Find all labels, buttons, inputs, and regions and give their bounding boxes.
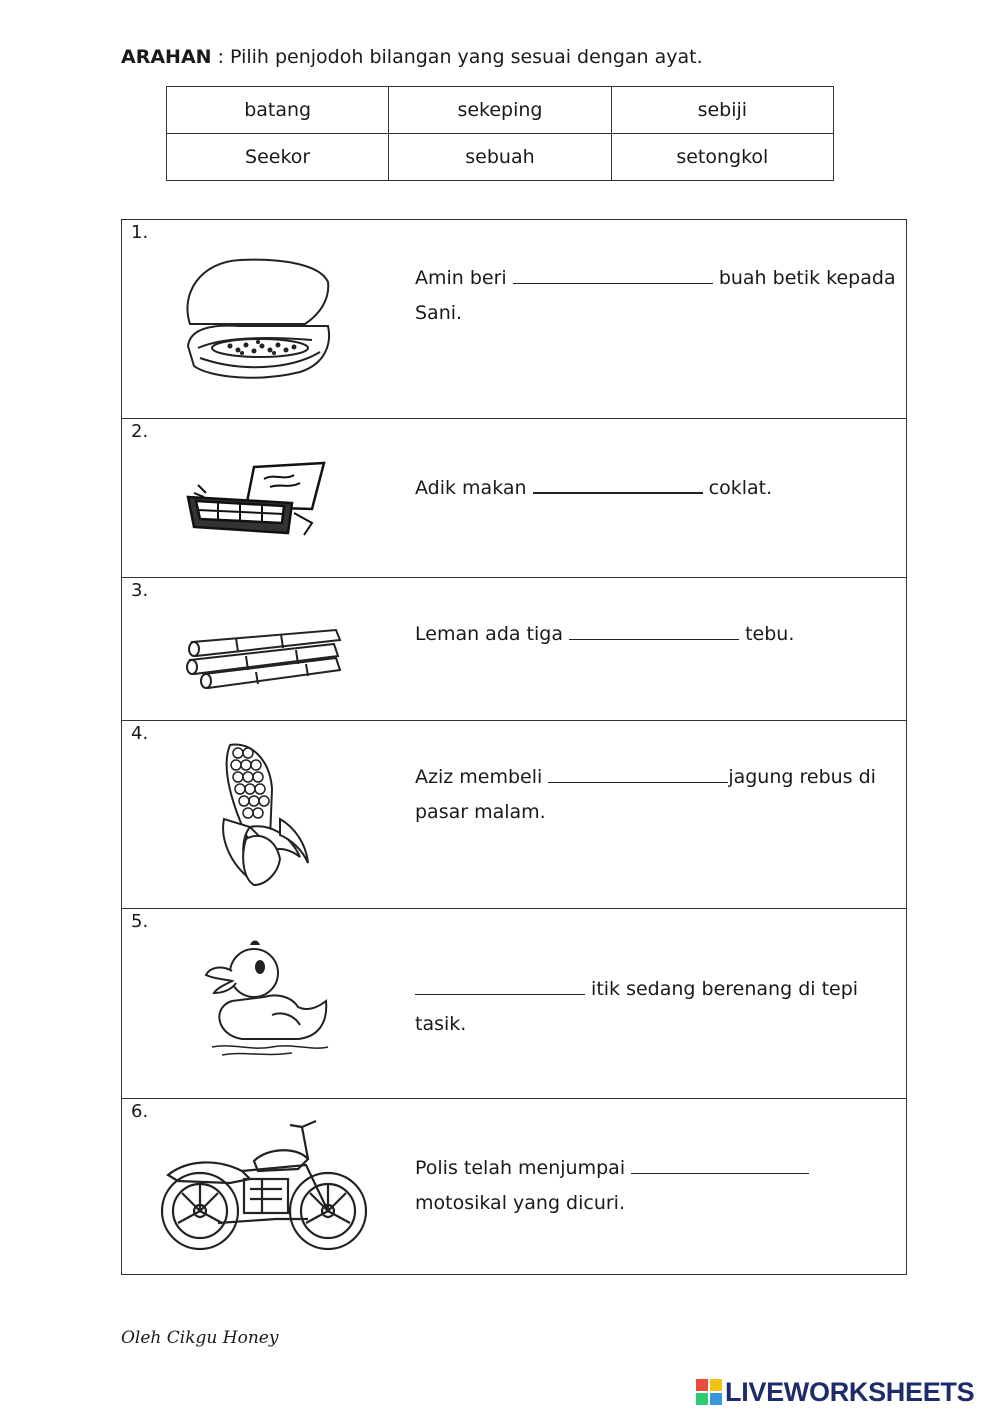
question-sentence [415, 471, 905, 506]
sugarcane-icon [186, 622, 346, 692]
instruction [121, 46, 703, 68]
question-number: 5. [131, 911, 149, 932]
sentence-after: buah betik kepada Sani. [415, 267, 896, 324]
sentence-before: Adik makan [415, 477, 527, 499]
instruction-text: : Pilih penjodoh bilangan yang sesuai dengan ayat. [211, 46, 703, 68]
corn-icon [210, 739, 320, 887]
motorcycle-icon [158, 1119, 370, 1257]
word-option[interactable]: sekeping [389, 87, 611, 134]
answer-blank[interactable] [513, 266, 713, 284]
question-table [121, 219, 907, 1275]
answer-blank[interactable] [548, 765, 728, 783]
question-row [122, 721, 906, 909]
answer-blank[interactable] [415, 977, 585, 995]
chocolate-bar-icon [184, 457, 330, 545]
question-sentence [415, 760, 905, 830]
answer-blank[interactable] [533, 476, 703, 494]
question-sentence [415, 1151, 905, 1221]
liveworksheets-brand [696, 1377, 974, 1408]
question-sentence [415, 261, 905, 331]
question-number: 3. [131, 580, 149, 601]
instruction-label: ARAHAN [121, 46, 212, 68]
brand-name: LIVEWORKSHEETS [725, 1377, 975, 1407]
question-sentence [415, 972, 905, 1042]
papaya-icon [180, 254, 332, 384]
question-number: 4. [131, 723, 149, 744]
word-option[interactable]: Seekor [167, 134, 389, 181]
sentence-after: itik sedang berenang di tepi tasik. [415, 978, 859, 1035]
sentence-before: Aziz membeli [415, 766, 543, 788]
duck-icon [202, 935, 332, 1057]
answer-blank[interactable] [631, 1156, 809, 1174]
word-bank-row [167, 87, 834, 134]
sentence-before: Leman ada tiga [415, 623, 563, 645]
sentence-after: tebu. [745, 623, 795, 645]
sentence-after: motosikal yang dicuri. [415, 1192, 626, 1214]
word-option[interactable]: sebiji [611, 87, 833, 134]
question-number: 1. [131, 222, 149, 243]
question-row [122, 578, 906, 721]
author-credit: Oleh Cikgu Honey [121, 1328, 279, 1348]
word-option[interactable]: setongkol [611, 134, 833, 181]
word-option[interactable]: batang [167, 87, 389, 134]
sentence-after: jagung rebus di pasar malam. [415, 766, 876, 823]
question-sentence [415, 617, 905, 652]
sentence-after: coklat. [708, 477, 773, 499]
answer-blank[interactable] [569, 622, 739, 640]
question-number: 2. [131, 421, 149, 442]
liveworksheets-logo-icon [696, 1379, 723, 1406]
word-bank-row [167, 134, 834, 181]
question-row [122, 419, 906, 578]
sentence-before: Polis telah menjumpai [415, 1157, 626, 1179]
question-row [122, 909, 906, 1099]
question-number: 6. [131, 1101, 149, 1122]
question-row [122, 1099, 906, 1274]
word-option[interactable]: sebuah [389, 134, 611, 181]
question-row [122, 220, 906, 419]
word-bank-table [166, 86, 834, 181]
sentence-before: Amin beri [415, 267, 507, 289]
